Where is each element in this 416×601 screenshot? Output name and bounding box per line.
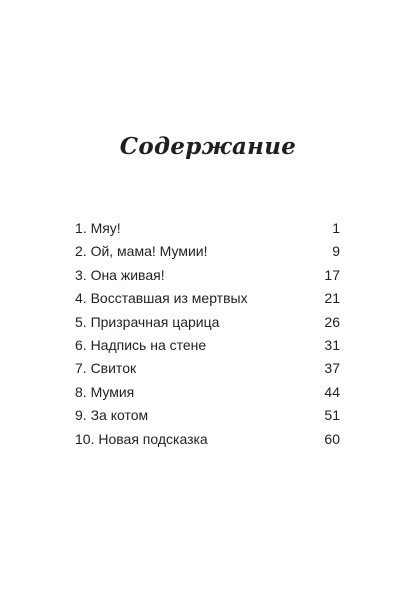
chapter-title: 6. Надпись на стене — [75, 336, 207, 353]
page-number: 31 — [324, 336, 340, 353]
chapter-title: 3. Она живая! — [75, 266, 165, 283]
page-number: 44 — [324, 383, 340, 400]
toc-entry — [75, 243, 340, 266]
toc-entry — [75, 407, 340, 430]
toc-entry — [75, 267, 340, 290]
chapter-title: 9. За котом — [75, 407, 149, 424]
toc-entry — [75, 290, 340, 313]
page-number: 37 — [324, 360, 340, 377]
page-number: 26 — [324, 313, 340, 330]
page-title: Содержание — [119, 133, 297, 160]
chapter-title: 8. Мумия — [75, 383, 135, 400]
toc-entry — [75, 384, 340, 407]
table-of-contents — [75, 220, 340, 454]
page-number: 17 — [324, 266, 340, 283]
chapter-title: 7. Свиток — [75, 360, 137, 377]
toc-entry — [75, 431, 340, 454]
page-number: 9 — [332, 243, 340, 260]
page-number: 60 — [324, 430, 340, 447]
page-number: 1 — [332, 220, 340, 236]
chapter-title: 10. Новая подсказка — [75, 430, 208, 447]
toc-entry — [75, 220, 340, 243]
toc-entry — [75, 360, 340, 383]
chapter-title: 4. Восставшая из мертвых — [75, 290, 248, 307]
chapter-title: 1. Мяу! — [75, 220, 121, 236]
toc-entry — [75, 337, 340, 360]
chapter-title: 2. Ой, мама! Мумии! — [75, 243, 208, 260]
chapter-title: 5. Призрачная царица — [75, 313, 220, 330]
page-number: 21 — [324, 290, 340, 307]
page-number: 51 — [324, 407, 340, 424]
toc-entry — [75, 314, 340, 337]
